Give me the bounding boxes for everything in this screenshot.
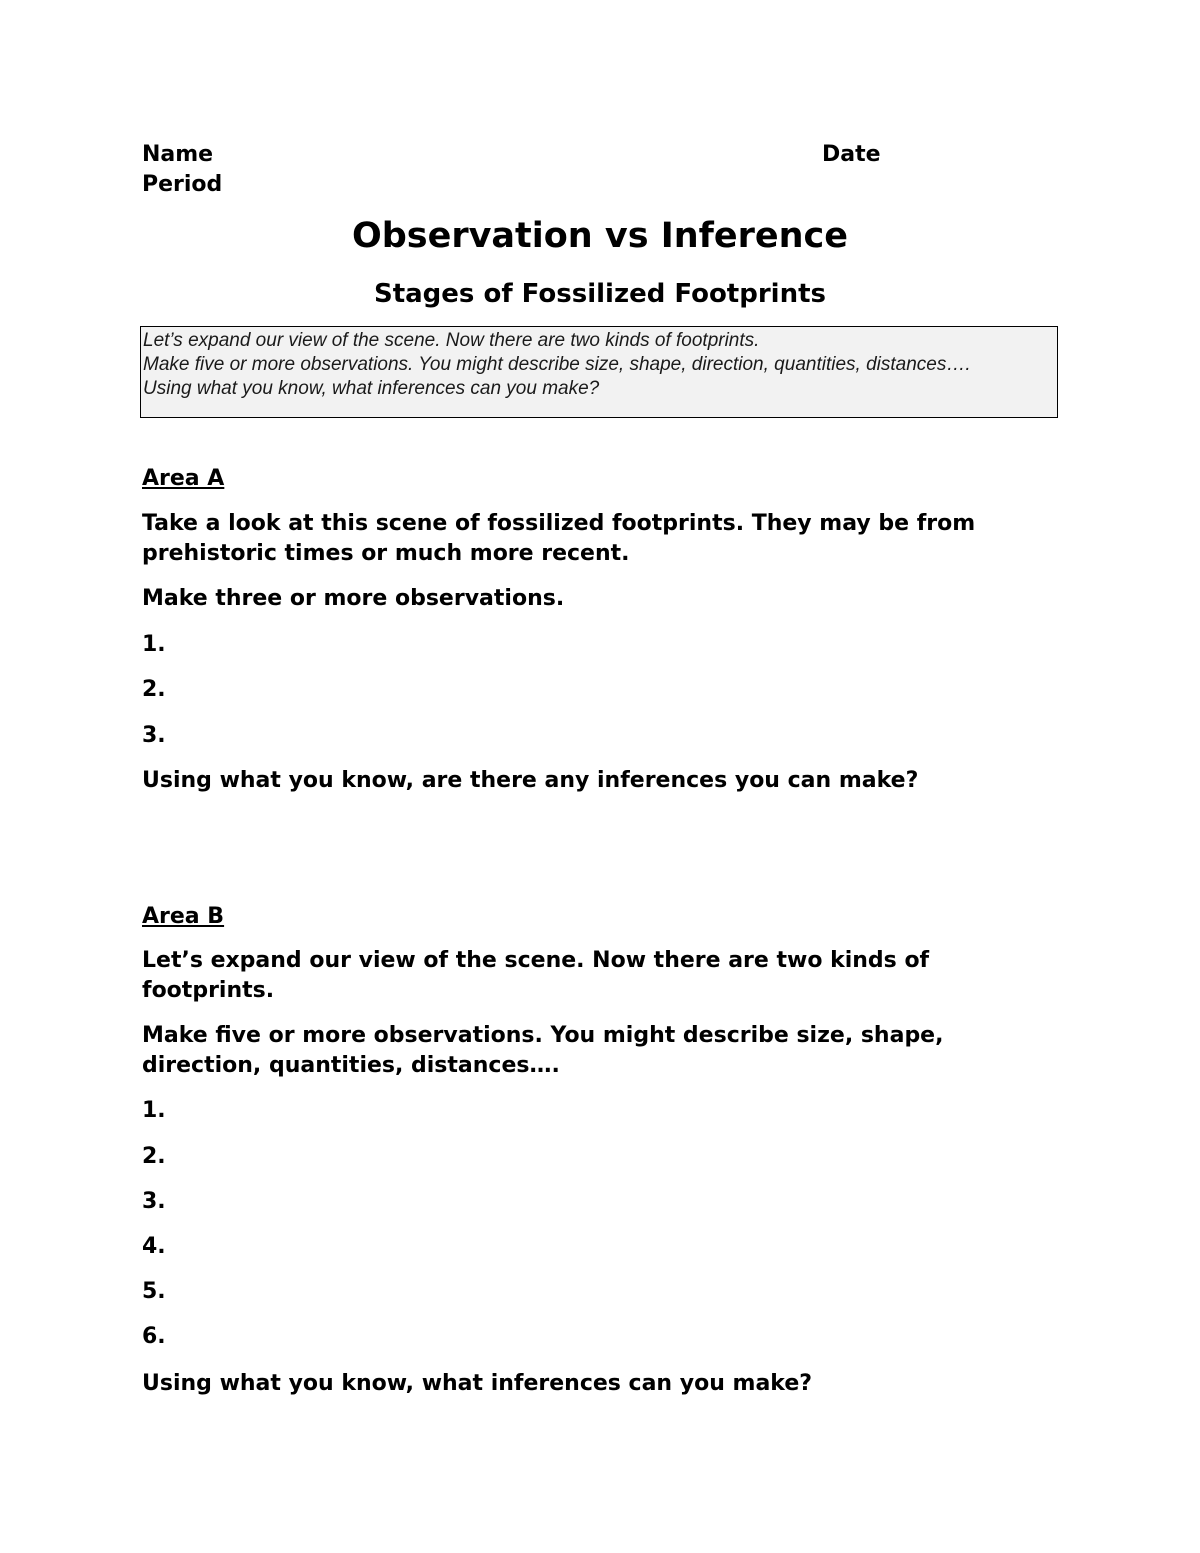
area-b-prompt-line: Make five or more observations. You might describe size, shape, [142, 1023, 944, 1048]
instructions-line: Make five or more observations. You might describe size, shape, direction, quantities, distances…. [143, 354, 971, 375]
area-b-item-6: 6. [142, 1324, 166, 1349]
area-a-item-2: 2. [142, 677, 166, 702]
instructions-box [140, 326, 1058, 418]
area-a-prompt: Make three or more observations. [142, 586, 565, 611]
area-b-item-2: 2. [142, 1144, 166, 1169]
period-label: Period [142, 172, 223, 197]
area-b-heading: Area B [142, 904, 225, 929]
area-a-intro-line: Take a look at this scene of fossilized footprints. They may be from [142, 511, 976, 536]
instructions-line: Using what you know, what inferences can you make? [143, 378, 600, 399]
page-title: Observation vs Inference [351, 216, 849, 256]
area-b-item-5: 5. [142, 1279, 166, 1304]
area-b-intro-line: Let’s expand our view of the scene. Now there are two kinds of [142, 948, 930, 973]
area-b-item-1: 1. [142, 1098, 166, 1123]
name-label: Name [142, 142, 214, 167]
area-a-inference-prompt: Using what you know, are there any inferences you can make? [142, 768, 919, 793]
area-b-intro-line: footprints. [142, 978, 275, 1003]
date-label: Date [822, 142, 881, 167]
area-b-prompt-line: direction, quantities, distances…. [142, 1053, 560, 1078]
instructions-line: Let’s expand our view of the scene. Now there are two kinds of footprints. [143, 330, 760, 351]
area-a-item-3: 3. [142, 723, 166, 748]
area-a-heading: Area A [142, 466, 225, 491]
area-b-item-3: 3. [142, 1189, 166, 1214]
area-b-inference-prompt: Using what you know, what inferences can you make? [142, 1371, 813, 1396]
page-subtitle: Stages of Fossilized Footprints [373, 279, 826, 309]
area-a-intro-line: prehistoric times or much more recent. [142, 541, 630, 566]
area-a-item-1: 1. [142, 632, 166, 657]
area-b-item-4: 4. [142, 1234, 166, 1259]
